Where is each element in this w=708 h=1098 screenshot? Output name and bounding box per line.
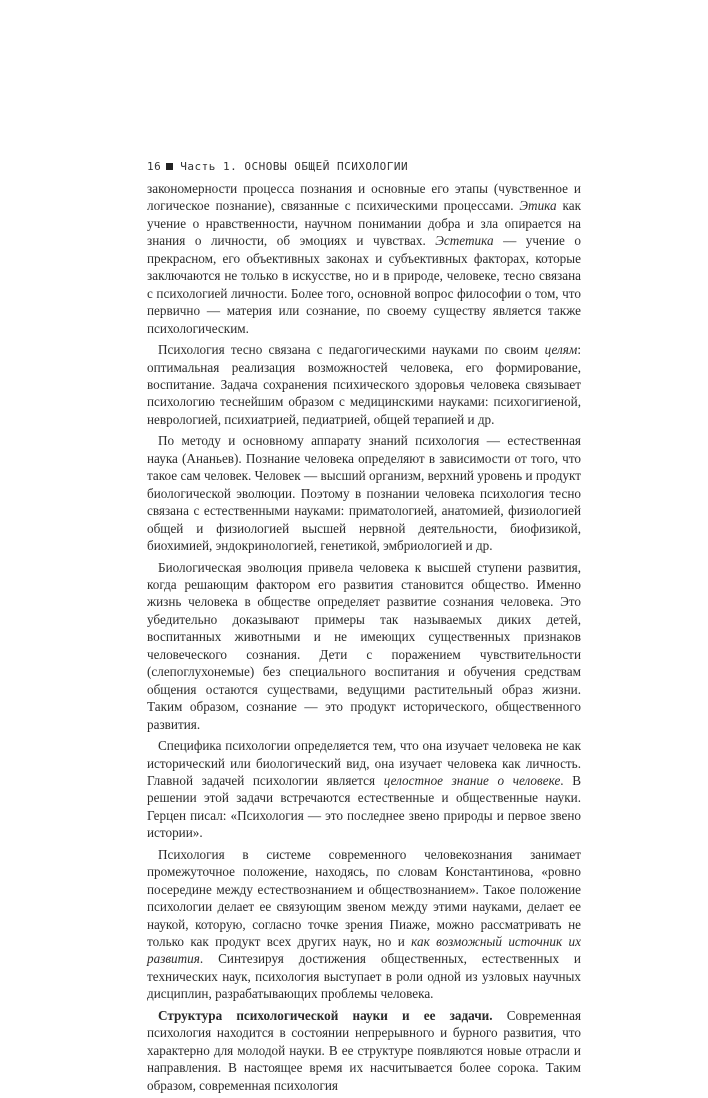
paragraph [147,180,581,337]
square-bullet-icon [166,163,173,170]
text-run: : оптимальная реализация возможностей человека, его формирование, воспитание. Задача сохранения психического здоровья человека связывает психологию теснейшим образом с медицинскими науками: психогигиеной, неврологией, психиатрией, педиатрией, общей терапией и др. [147,342,581,427]
text-run: По методу и основному аппарату знаний психология — естественная наука (Ананьев). Познание человека определяют в зависимости от того, что такое сам человек. Человек — высший организм, верхний уровень и продукт биологической эволюции. Поэтому в познании человека психология тесно связана с естественными науками: приматологией, анатомией, физиологией общей и физиологией высшей нервной деятельности, биофизикой, биохимией, эндокринологией, генетикой, эмбриологией и др. [147,433,581,554]
text-run: Современная психология находится в состоянии непрерывного и бурного развития, что характерно для молодой науки. В ее структуре появляются новые отрасли и направления. В настоящее время их насчитывается более сорока. Таким образом, современная психология [147,1007,582,1093]
text-run: . Синтезируя достижения общественных, естественных и технических наук, психология выступает в роли одной из узловых научных дисциплин, разрабатывающих проблемы человека. [147,951,581,1002]
paragraph [147,846,581,1003]
text-run: закономерности процесса познания и основные его этапы (чувственное и логическое познание), связанные с психическими процессами. [147,181,581,214]
italic-term: Эстетика [435,233,494,249]
text-run: — учение о прекрасном, его объективных законах и субъективных факторах, которые заключаются не только в искусстве, но и в природе, человеке, тесно связана с психологией личности. Более того, основной вопрос философии о том, что первично — материя или сознание, по своему существу является также психологическим. [147,233,581,336]
running-header [147,160,587,173]
text-run: Специфика психологии определяется тем, что она изучает человека не как исторический или биологический вид, она изучает человека как личность. Главной задачей психологии является [147,738,581,788]
page-number: 16 [147,160,162,173]
paragraph [147,341,581,428]
text-run: . В решении этой задачи встречаются естественные и общественные науки. Герцен писал: «Психология — это последнее звено природы и первое звено истории». [147,772,581,841]
paragraph [147,559,581,734]
text-run: Психология тесно связана с педагогическими науками по своим [158,342,545,358]
italic-term: целям [544,342,578,358]
paragraph [147,1007,581,1094]
paragraph [147,432,581,554]
text-run: как учение о нравственности, научном понимании добра и зла опирается на знания о личности, об эмоциях и чувствах. [147,198,582,249]
italic-term: целостное знание о человеке [383,772,561,788]
italic-term: Этика [519,198,557,214]
italic-term: как возможный источник их развития [147,934,581,967]
body-text [147,180,581,1098]
paragraph [147,737,581,842]
running-title: Часть 1. ОСНОВЫ ОБЩЕЙ ПСИХОЛОГИИ [180,160,409,173]
text-run: Биологическая эволюция привела человека к высшей ступени развития, когда решающим фактором его развития становится общество. Именно жизнь человека в обществе определяет развитие сознания человека. Это убедительно доказывают примеры так называемых диких детей, воспитанных животными и не имеющих существенных признаков человеческого сознания. Дети с поражением чувствительности (слепоглухонемые) без специального воспитания и обучения средствам общения остаются существами, ведущими растительный образ жизни. Таким образом, сознание — это продукт исторического, общественного развития. [147,559,581,732]
bold-heading: Структура психологической науки и ее задачи. [158,1007,493,1023]
text-run: Психология в системе современного человекознания занимает промежуточное положение, находясь, по словам Константинова, «ровно посередине между естествознанием и обществознанием». Такое положение психологии делает ее связующим звеном между этими науками, делает ее наукой, которую, согласно точке зрения Пиаже, можно рассматривать не только как продукт всех других наук, но и [147,846,581,950]
